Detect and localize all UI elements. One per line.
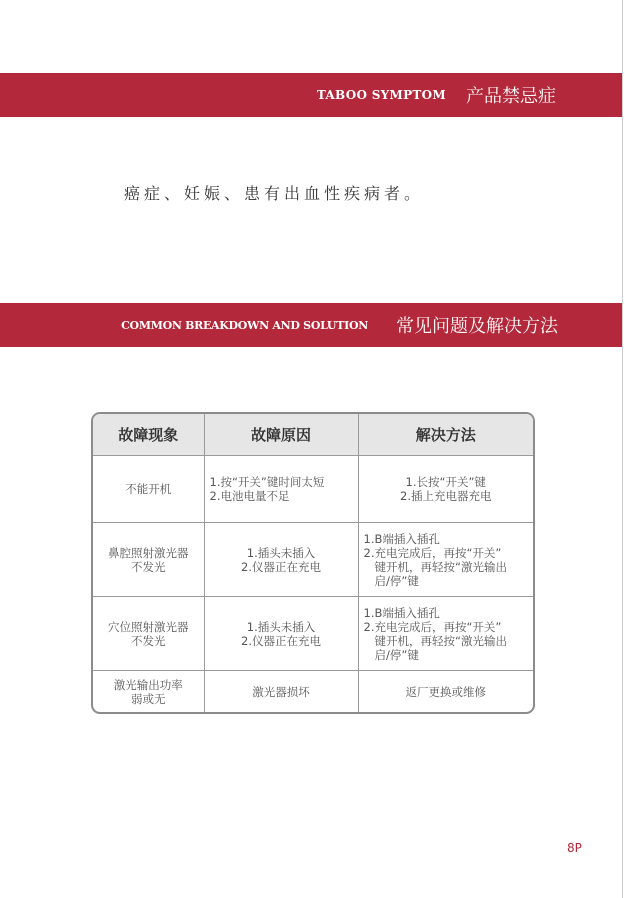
section-title-zh: 常见问题及解决方法 <box>396 316 558 337</box>
header-symptom: 故障现象 <box>93 414 204 456</box>
symptom-cell: 鼻腔照射激光器 不发光 <box>93 523 204 597</box>
solution-cell: 1.B端插入插孔 2.充电完成后，再按“开关” 键开机，再轻按“激光输出 启/停”键 <box>358 597 533 671</box>
cause-cell: 1.按“开关”键时间太短 2.电池电量不足 <box>204 456 358 523</box>
section-banner-taboo <box>0 73 622 117</box>
page-number: 8P <box>567 841 582 855</box>
section-title-en: TABOO SYMPTOM <box>316 88 446 102</box>
troubleshooting-table <box>91 412 535 714</box>
section-title-zh: 产品禁忌症 <box>466 86 556 107</box>
header-cause: 故障原因 <box>204 414 358 456</box>
table-row <box>93 523 533 597</box>
section-title-en: COMMON BREAKDOWN AND SOLUTION <box>121 318 368 332</box>
cause-cell: 激光器损坏 <box>204 671 358 714</box>
solution-cell: 返厂更换或维修 <box>358 671 533 714</box>
header-solution: 解决方法 <box>358 414 533 456</box>
table-row <box>93 456 533 523</box>
cause-cell: 1.插头未插入 2.仪器正在充电 <box>204 523 358 597</box>
taboo-text: 癌症、妊娠、患有出血性疾病者。 <box>124 184 425 203</box>
table-row <box>93 597 533 671</box>
symptom-cell: 激光输出功率 弱或无 <box>93 671 204 714</box>
section-banner-faq <box>0 303 622 347</box>
solution-cell: 1.长按“开关”键 2.插上充电器充电 <box>358 456 533 523</box>
table-header-row <box>93 414 533 456</box>
solution-cell: 1.B端插入插孔 2.充电完成后，再按“开关” 键开机，再轻按“激光输出 启/停”键 <box>358 523 533 597</box>
symptom-cell: 不能开机 <box>93 456 204 523</box>
symptom-cell: 穴位照射激光器 不发光 <box>93 597 204 671</box>
cause-cell: 1.插头未插入 2.仪器正在充电 <box>204 597 358 671</box>
table-row <box>93 671 533 714</box>
